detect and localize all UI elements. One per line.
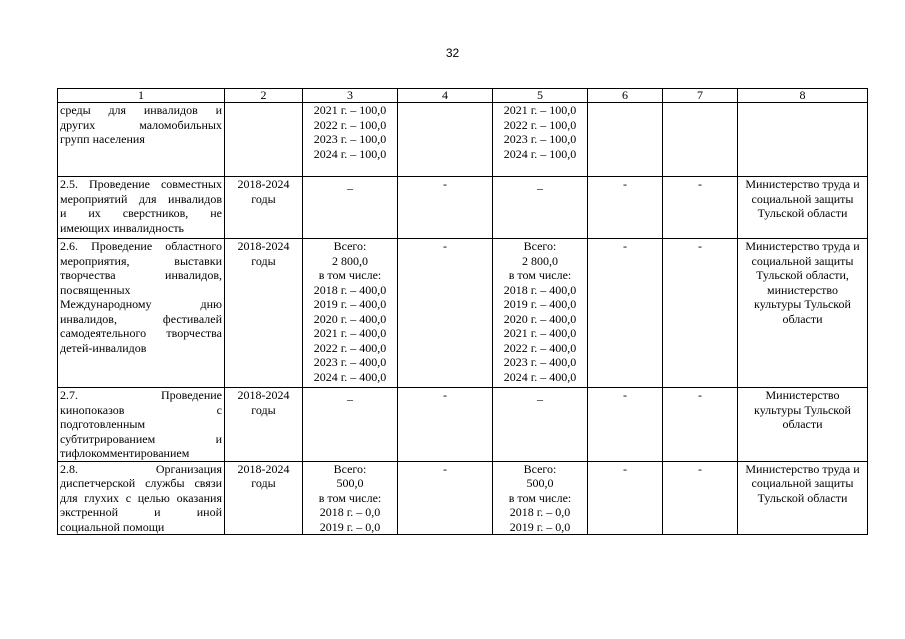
funding-line: 2024 г. – 400,0	[313, 369, 387, 384]
measure-description-line: и их сверстников, не	[60, 206, 222, 220]
funding-line: 2023 г. – 400,0	[503, 355, 577, 369]
regional-funding-cell	[493, 388, 588, 462]
funding-line: 2023 г. – 400,0	[313, 355, 387, 369]
funding-line: 2024 г. – 400,0	[503, 369, 577, 384]
executor-cell	[738, 388, 868, 462]
executor-line: Министерство труда и	[745, 239, 860, 253]
measure-description-line: для глухих с целью оказания	[60, 490, 222, 505]
executor-cell	[738, 461, 868, 535]
regional-funding-cell	[493, 461, 588, 535]
extrabudget-funding-cell	[663, 177, 738, 239]
period-cell	[225, 239, 303, 388]
funding-line: 2022 г. – 400,0	[313, 340, 387, 355]
funding-line: 2023 г. – 100,0	[503, 132, 577, 146]
funding-total-cell	[303, 177, 398, 239]
measure-description-cell	[58, 177, 225, 239]
funding-line: в том числе:	[318, 490, 382, 505]
funding-line: 2022 г. – 100,0	[313, 117, 387, 132]
extrabudget-funding-value: -	[698, 461, 702, 476]
funding-line: 2022 г. – 400,0	[503, 340, 577, 355]
funding-line: 2019 г. – 400,0	[313, 297, 387, 311]
period-line: годы	[251, 253, 276, 268]
period-line: годы	[251, 191, 276, 206]
measure-description-line: 2.6. Проведение областного	[60, 239, 222, 253]
page-number: 32	[445, 46, 460, 60]
extrabudget-funding-value: -	[698, 177, 702, 191]
municipal-funding-cell	[588, 388, 663, 462]
funding-line: 2020 г. – 400,0	[503, 311, 577, 326]
municipal-funding-value: -	[623, 461, 627, 476]
federal-funding-value: -	[443, 461, 447, 476]
executor-line: социальной защиты	[751, 476, 854, 490]
executor-line: Министерство	[765, 388, 840, 402]
measure-description-line: мероприятия, выставки	[60, 253, 222, 268]
period-line: 2018-2024	[237, 388, 290, 402]
measure-description-line: детей-инвалидов	[60, 340, 147, 355]
funding-total-cell	[303, 103, 398, 177]
municipal-funding-cell	[588, 103, 663, 177]
funding-line: 2020 г. – 400,0	[313, 311, 387, 326]
funding-line: 2024 г. – 100,0	[503, 146, 577, 161]
municipal-funding-cell	[588, 239, 663, 388]
column-header: 6	[588, 89, 663, 103]
measure-description-line: диспетчерской службы связи	[60, 476, 222, 490]
federal-funding-cell	[398, 461, 493, 535]
federal-funding-cell	[398, 177, 493, 239]
funding-line: 2018 г. – 0,0	[319, 505, 381, 519]
measure-description-line: 2.7. Проведение	[60, 388, 222, 402]
funding-line: 2 800,0	[522, 253, 558, 268]
funding-line: 2018 г. – 400,0	[313, 282, 387, 297]
period-line: 2018-2024	[237, 239, 290, 253]
executor-line: области	[782, 311, 823, 326]
executor-line: Министерство труда и	[745, 461, 860, 476]
federal-funding-cell	[398, 239, 493, 388]
federal-funding-value: -	[443, 239, 447, 253]
measure-description-line: 2.5. Проведение совместных	[60, 177, 222, 191]
measure-description-cell	[58, 461, 225, 535]
column-header: 1	[58, 89, 225, 103]
funding-line: 2023 г. – 100,0	[313, 132, 387, 146]
column-header: 2	[225, 89, 303, 103]
measure-description-line: экстренной и иной	[60, 505, 222, 519]
measure-description-line: кинопоказов с	[60, 402, 222, 417]
funding-line: 2018 г. – 0,0	[509, 505, 571, 519]
federal-funding-value: -	[443, 388, 447, 402]
measure-description-line: подготовленным	[60, 417, 146, 431]
column-header: 4	[398, 89, 493, 103]
period-line: годы	[251, 476, 276, 490]
funding-line: 500,0	[336, 476, 364, 490]
funding-line: _	[537, 388, 543, 402]
funding-line: 2018 г. – 400,0	[503, 282, 577, 297]
executor-line: области	[782, 417, 823, 431]
funding-line: Всего:	[333, 461, 367, 476]
extrabudget-funding-value: -	[698, 388, 702, 402]
extrabudget-funding-cell	[663, 388, 738, 462]
funding-line: 2021 г. – 100,0	[503, 103, 577, 117]
measure-description-line: самодеятельного творчества	[60, 326, 222, 340]
funding-line: 2021 г. – 400,0	[503, 326, 577, 340]
municipal-funding-value: -	[623, 239, 627, 253]
executor-line: культуры Тульской	[754, 402, 851, 417]
column-header: 3	[303, 89, 398, 103]
extrabudget-funding-cell	[663, 239, 738, 388]
funding-line: в том числе:	[508, 490, 572, 505]
municipal-funding-value: -	[623, 177, 627, 191]
measure-description-line: творчества инвалидов,	[60, 268, 222, 282]
executor-line: социальной защиты	[751, 191, 854, 206]
period-cell	[225, 103, 303, 177]
table-row	[58, 177, 868, 239]
measure-description-line: групп населения	[60, 132, 145, 146]
extrabudget-funding-cell	[663, 103, 738, 177]
measure-description-cell	[58, 388, 225, 462]
funding-line: 2022 г. – 100,0	[503, 117, 577, 132]
measures-table	[57, 88, 868, 535]
measure-description-line: имеющих инвалидность	[60, 220, 185, 235]
period-cell	[225, 388, 303, 462]
municipal-funding-cell	[588, 461, 663, 535]
funding-total-cell	[303, 461, 398, 535]
table-row	[58, 239, 868, 388]
funding-line: _	[347, 388, 353, 402]
measure-description-cell	[58, 239, 225, 388]
measure-description-cell	[58, 103, 225, 177]
funding-line: 500,0	[526, 476, 554, 490]
extrabudget-funding-value: -	[698, 239, 702, 253]
table-row	[58, 461, 868, 535]
regional-funding-cell	[493, 177, 588, 239]
header-row	[58, 89, 868, 103]
municipal-funding-cell	[588, 177, 663, 239]
funding-line: 2019 г. – 400,0	[503, 297, 577, 311]
measure-description-line: 2.8. Организация	[60, 461, 222, 476]
measure-description-line: инвалидов, фестивалей	[60, 311, 222, 326]
measure-description-line: других маломобильных	[60, 117, 222, 132]
extrabudget-funding-cell	[663, 461, 738, 535]
executor-line: культуры Тульской	[754, 297, 851, 311]
funding-line: _	[347, 177, 353, 191]
funding-total-cell	[303, 388, 398, 462]
funding-line: 2021 г. – 100,0	[313, 103, 387, 117]
funding-line: Всего:	[333, 239, 367, 253]
table-row	[58, 103, 868, 177]
executor-cell	[738, 177, 868, 239]
period-cell	[225, 177, 303, 239]
funding-total-cell	[303, 239, 398, 388]
funding-line: Всего:	[523, 239, 557, 253]
executor-line: Министерство труда и	[745, 177, 860, 191]
executor-line: социальной защиты	[751, 253, 854, 268]
measure-description-line: субтитрированием и	[60, 431, 222, 446]
period-cell	[225, 461, 303, 535]
measure-description-line: посвященных	[60, 282, 131, 297]
regional-funding-cell	[493, 103, 588, 177]
measure-description-line: мероприятий для инвалидов	[60, 191, 222, 206]
federal-funding-value: -	[443, 177, 447, 191]
funding-line: Всего:	[523, 461, 557, 476]
funding-line: в том числе:	[508, 268, 572, 282]
funding-line: 2021 г. – 400,0	[313, 326, 387, 340]
federal-funding-cell	[398, 103, 493, 177]
period-line: 2018-2024	[237, 461, 290, 476]
executor-line: Тульской области	[757, 206, 848, 220]
measure-description-line: тифлокомментированием	[60, 446, 190, 460]
funding-line: 2019 г. – 0,0	[509, 519, 571, 534]
regional-funding-cell	[493, 239, 588, 388]
federal-funding-cell	[398, 388, 493, 462]
measure-description-line: Международному дню	[60, 297, 222, 311]
column-header: 5	[493, 89, 588, 103]
executor-cell	[738, 239, 868, 388]
column-header: 8	[738, 89, 868, 103]
funding-line: 2024 г. – 100,0	[313, 146, 387, 161]
table-row	[58, 388, 868, 462]
funding-line: _	[537, 177, 543, 191]
measure-description-line: социальной помощи	[60, 519, 165, 534]
executor-line: министерство	[767, 282, 838, 297]
funding-line: в том числе:	[318, 268, 382, 282]
executor-cell	[738, 103, 868, 177]
funding-line: 2019 г. – 0,0	[319, 519, 381, 534]
measure-description-line: среды для инвалидов и	[60, 103, 222, 117]
period-line: 2018-2024	[237, 177, 290, 191]
period-line: годы	[251, 402, 276, 417]
executor-line: Тульской области,	[756, 268, 849, 282]
municipal-funding-value: -	[623, 388, 627, 402]
executor-line: Тульской области	[757, 490, 848, 505]
funding-line: 2 800,0	[332, 253, 368, 268]
column-header: 7	[663, 89, 738, 103]
